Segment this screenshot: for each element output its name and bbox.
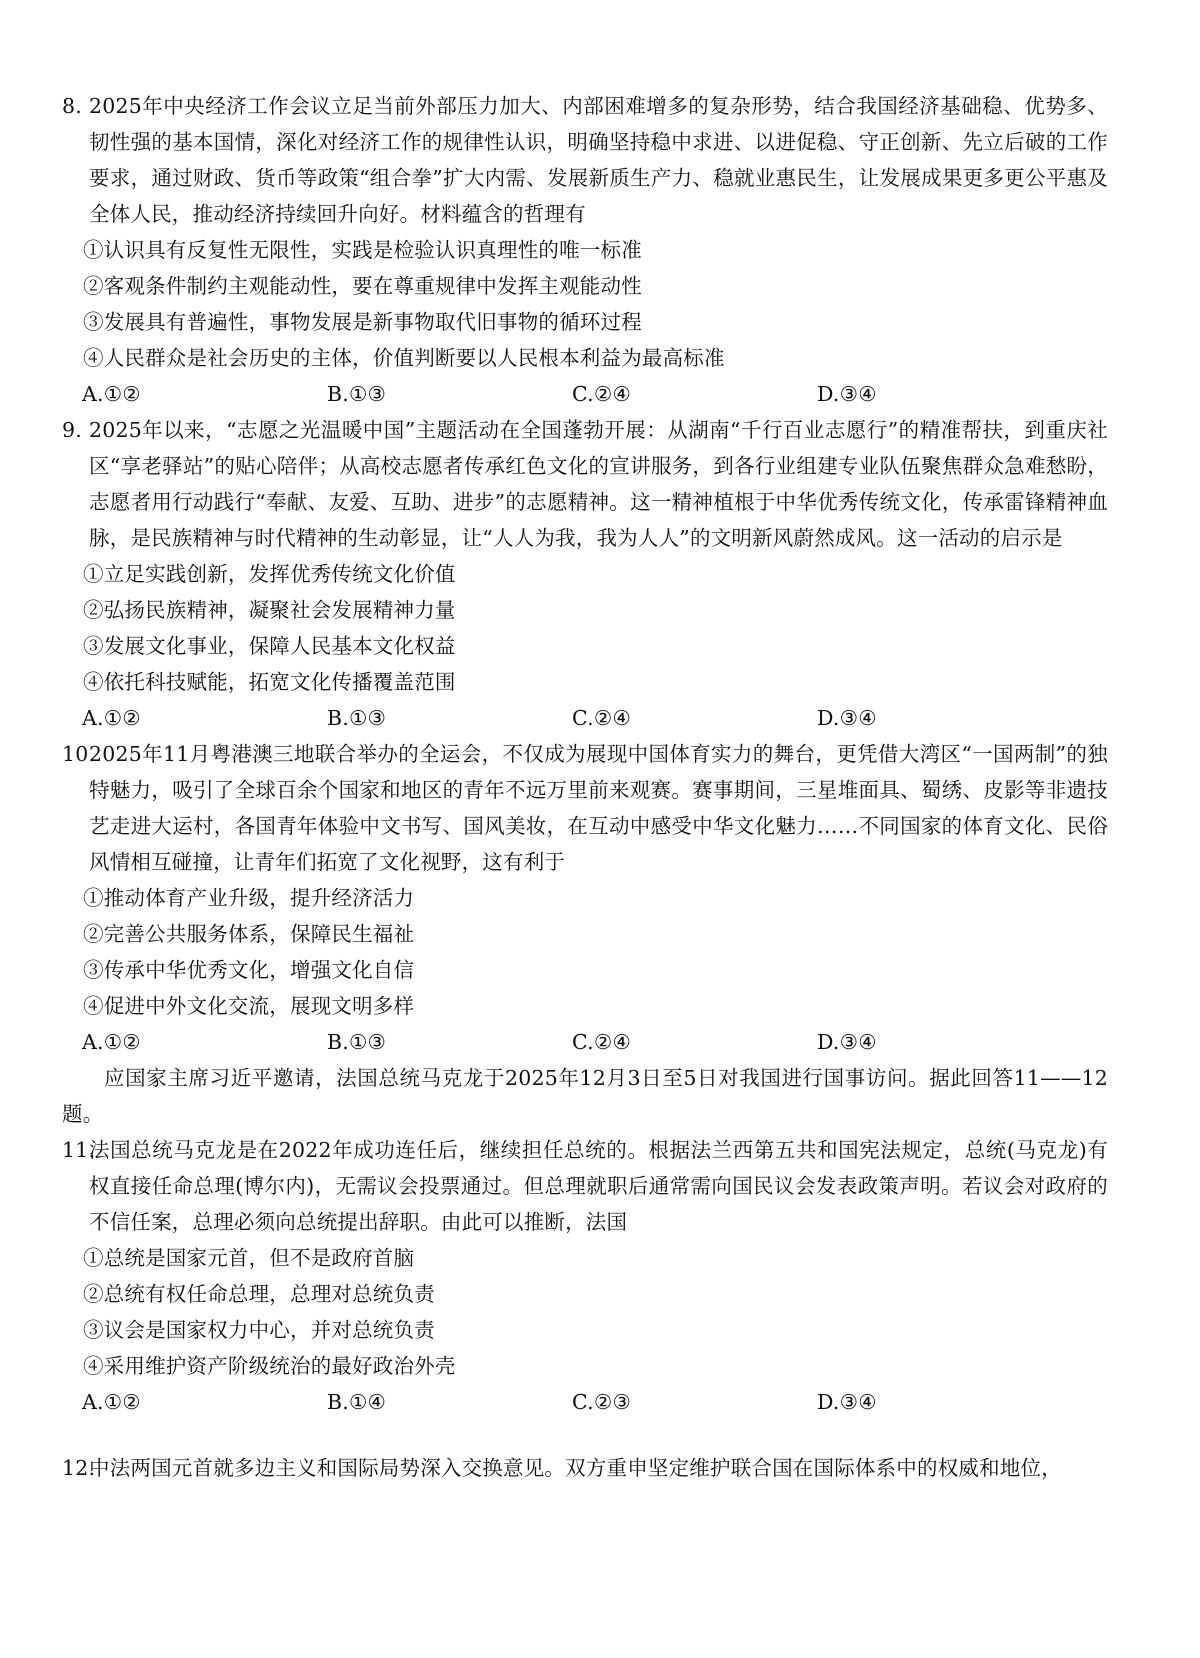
question-stem: [62, 1450, 1108, 1486]
statement-1: ①总统是国家元首，但不是政府首脑: [83, 1246, 415, 1270]
question-stem: [62, 412, 1108, 556]
statement-4: ④依托科技赋能，拓宽文化传播覆盖范围: [83, 670, 456, 694]
question-stem: [62, 88, 1108, 232]
statement-4: ④促进中外文化交流，展现文明多样: [83, 994, 415, 1018]
question-10: [62, 736, 1108, 1060]
statement-4: ④人民群众是社会历史的主体，价值判断要以人民根本利益为最高标准: [83, 346, 725, 370]
statement-2: ②客观条件制约主观能动性，要在尊重规律中发挥主观能动性: [83, 274, 642, 298]
answer-choices: [62, 1384, 1108, 1420]
question-11: [62, 1132, 1108, 1420]
question-text: 2025年以来，“志愿之光温暖中国”主题活动在全国蓬勃开展：从湖南“千行百业志愿行”的精准帮扶，到重庆社区“享老驿站”的贴心陪伴；从高校志愿者传承红色文化的宣讲服务，到各行业组建专业队伍聚焦群众急难愁盼，志愿者用行动践行“奉献、友爱、互助、进步”的志愿精神。这一精神植根于中华优秀传统文化，传承雷锋精神血脉，是民族精神与时代精神的生动彰显，让“人人为我，我为人人”的文明新风蔚然成风。这一活动的启示是: [89, 418, 1108, 550]
question-text: 2025年11月粤港澳三地联合举办的全运会，不仅成为展现中国体育实力的舞台，更凭借大湾区“一国两制”的独特魅力，吸引了全球百余个国家和地区的青年不远万里前来观赛。赛事期间，三星堆面具、蜀绣、皮影等非遗技艺走进大运村，各国青年体验中文书写、国风美妆，在互动中感受中华文化魅力……不同国家的体育文化、民俗风情相互碰撞，让青年们拓宽了文化视野，这有利于: [89, 742, 1108, 874]
statement-1: ①推动体育产业升级，提升经济活力: [83, 886, 415, 910]
question-text: 中法两国元首就多边主义和国际局势深入交换意见。双方重申坚定维护联合国在国际体系中的权威和地位，: [89, 1456, 1062, 1480]
choice-a[interactable]: A.①②: [82, 1030, 141, 1054]
choice-b[interactable]: B.①④: [327, 1390, 387, 1414]
question-number: 11.: [62, 1138, 96, 1162]
section-intro: 应国家主席习近平邀请，法国总统马克龙于2025年12月3日至5日对我国进行国事访问。据此回答11——12题。: [62, 1066, 1108, 1126]
answer-choices: [62, 376, 1108, 412]
choice-d[interactable]: D.③④: [817, 1030, 877, 1054]
question-number: 9.: [62, 418, 82, 442]
statement-4: ④采用维护资产阶级统治的最好政治外壳: [83, 1354, 456, 1378]
choice-a[interactable]: A.①②: [82, 382, 141, 406]
question-number: 12.: [62, 1456, 96, 1480]
choice-d[interactable]: D.③④: [817, 1390, 877, 1414]
question-8: [62, 88, 1108, 412]
question-number: 8.: [62, 94, 82, 118]
statement-1: ①立足实践创新，发挥优秀传统文化价值: [83, 562, 456, 586]
choice-a[interactable]: A.①②: [82, 706, 141, 730]
statement-3: ③议会是国家权力中心，并对总统负责: [83, 1318, 435, 1342]
choice-a[interactable]: A.①②: [82, 1390, 141, 1414]
answer-choices: [62, 1024, 1108, 1060]
choice-d[interactable]: D.③④: [817, 382, 877, 406]
choice-d[interactable]: D.③④: [817, 706, 877, 730]
question-text: 法国总统马克龙是在2022年成功连任后，继续担任总统的。根据法兰西第五共和国宪法规定，总统(马克龙)有权直接任命总理(博尔内)，无需议会投票通过。但总理就职后通常需向国民议会发表政策声明。若议会对政府的不信任案，总理必须向总统提出辞职。由此可以推断，法国: [89, 1138, 1108, 1234]
question-12: [62, 1450, 1108, 1486]
question-stem: [62, 1132, 1108, 1240]
statement-1: ①认识具有反复性无限性，实践是检验认识真理性的唯一标准: [83, 238, 642, 262]
choice-c[interactable]: C.②④: [572, 382, 632, 406]
statement-3: ③传承中华优秀文化，增强文化自信: [83, 958, 415, 982]
question-9: [62, 412, 1108, 736]
question-number: 10.: [62, 742, 96, 766]
statement-2: ②弘扬民族精神，凝聚社会发展精神力量: [83, 598, 456, 622]
choice-b[interactable]: B.①③: [327, 382, 387, 406]
question-stem: [62, 736, 1108, 880]
choice-b[interactable]: B.①③: [327, 706, 387, 730]
statement-3: ③发展具有普遍性，事物发展是新事物取代旧事物的循环过程: [83, 310, 642, 334]
statement-2: ②完善公共服务体系，保障民生福祉: [83, 922, 415, 946]
choice-c[interactable]: C.②③: [572, 1390, 632, 1414]
question-text: 2025年中央经济工作会议立足当前外部压力加大、内部困难增多的复杂形势，结合我国经济基础稳、优势多、韧性强的基本国情，深化对经济工作的规律性认识，明确坚持稳中求进、以进促稳、守正创新、先立后破的工作要求，通过财政、货币等政策“组合拳”扩大内需、发展新质生产力、稳就业惠民生，让发展成果更多更公平惠及全体人民，推动经济持续回升向好。材料蕴含的哲理有: [89, 94, 1108, 226]
choice-b[interactable]: B.①③: [327, 1030, 387, 1054]
answer-choices: [62, 700, 1108, 736]
statement-3: ③发展文化事业，保障人民基本文化权益: [83, 634, 456, 658]
choice-c[interactable]: C.②④: [572, 706, 632, 730]
choice-c[interactable]: C.②④: [572, 1030, 632, 1054]
spacer: [62, 1420, 1108, 1450]
statement-2: ②总统有权任命总理，总理对总统负责: [83, 1282, 435, 1306]
